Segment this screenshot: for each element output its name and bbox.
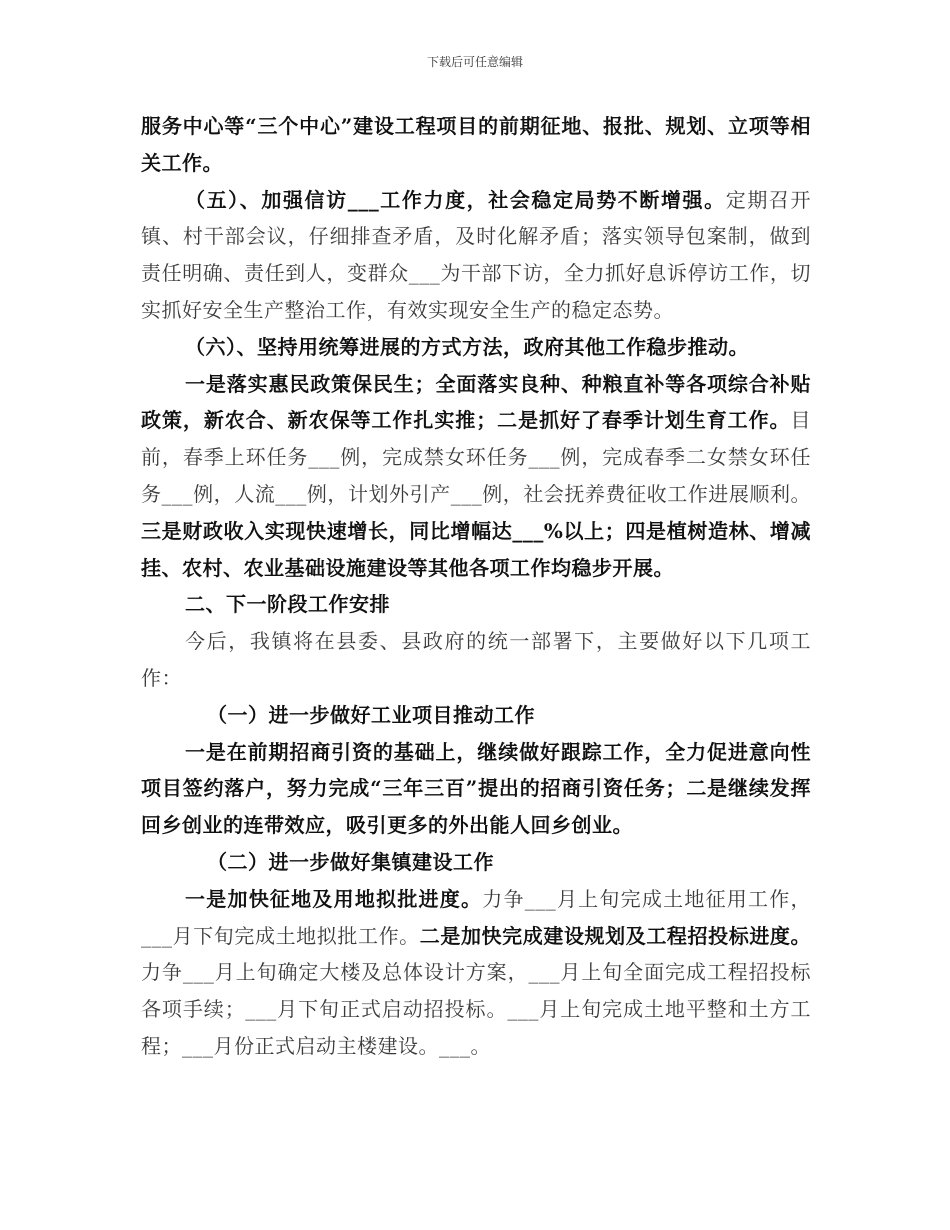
paragraph-continuation	[141, 108, 811, 182]
body-text: 今后，我镇将在县委、县政府的统一部署下，主要做好以下几项工作：	[141, 629, 811, 690]
paragraph-six-heading	[141, 329, 811, 366]
bold-text: 一是落实惠民政策保民生；全面落实良种、种粮直补等各项综合补贴政策，新农合、新农保等工作扎实推；二是抓好了春季计划生育工作。	[141, 371, 811, 433]
section-heading: （二）进一步做好集镇建设工作	[207, 849, 494, 874]
page-header: 下载后可任意编辑	[426, 55, 523, 69]
bold-text: 服务中心等“三个中心”建设工程项目的前期征地、报批、规划、立项等相关工作。	[141, 114, 811, 175]
bold-text: 一是加快征地及用地拟批进度。	[185, 886, 483, 911]
paragraph-intro	[141, 623, 811, 697]
body-text: 定期召开镇、村干部会议，仔细排查矛盾，及时化解矛盾；落实领导包案制，做到责任明确、责任到人，变群众___为干部下访，全力抓好息诉停访工作，切实抓好安全生产整治工作，有效实现安全生产的稳定态势。	[141, 187, 812, 322]
section-heading: （一）进一步做好工业项目推动工作	[207, 702, 535, 727]
subsection-one-heading	[141, 697, 811, 734]
bold-text: 二是加快完成建设规划及工程招投标进度。	[419, 923, 812, 948]
section-heading: （五）、加强信访___工作力度，社会稳定局势不断增强。	[185, 187, 726, 212]
subsection-two-body	[141, 881, 811, 1065]
subsection-two-heading	[141, 844, 811, 881]
bold-text: 一是在前期招商引资的基础上，继续做好跟踪工作，全力促进意向性项目签约落户，努力完成“三年三百”提出的招商引资任务；二是继续发挥回乡创业的连带效应，吸引更多的外出能人回乡创业。	[141, 739, 811, 838]
bold-text: 三是财政收入实现快速增长，同比增幅达___%以上；四是植树造林、增减挂、农村、农业基础设施建设等其他各项工作均稳步开展。	[141, 518, 811, 580]
paragraph-six-body	[141, 366, 811, 587]
body-text: 目前，春季上环任务___例，完成禁女环任务___例，完成春季二女禁女环任务___例，人流___例，计划外引产___例，社会抚养费征收工作进展顺利。	[141, 408, 811, 506]
section-heading: 二、下一阶段工作安排	[185, 592, 390, 617]
body-text: 力争___月上旬完成土地征用工作，___月下旬完成土地拟批工作。	[141, 886, 811, 948]
section-heading: （六）、坚持用统筹进展的方式方法，政府其他工作稳步推动。	[185, 334, 749, 359]
document-body	[141, 108, 811, 1065]
paragraph-five	[141, 182, 811, 329]
subsection-one-body	[141, 734, 811, 844]
body-text: 力争___月上旬确定大楼及总体设计方案，___月上旬全面完成工程招投标各项手续；___月下旬正式启动招投标。___月上旬完成土地平整和土方工程；___月份正式启动主楼建设。___。	[141, 960, 811, 1058]
section-two-heading	[141, 586, 811, 623]
